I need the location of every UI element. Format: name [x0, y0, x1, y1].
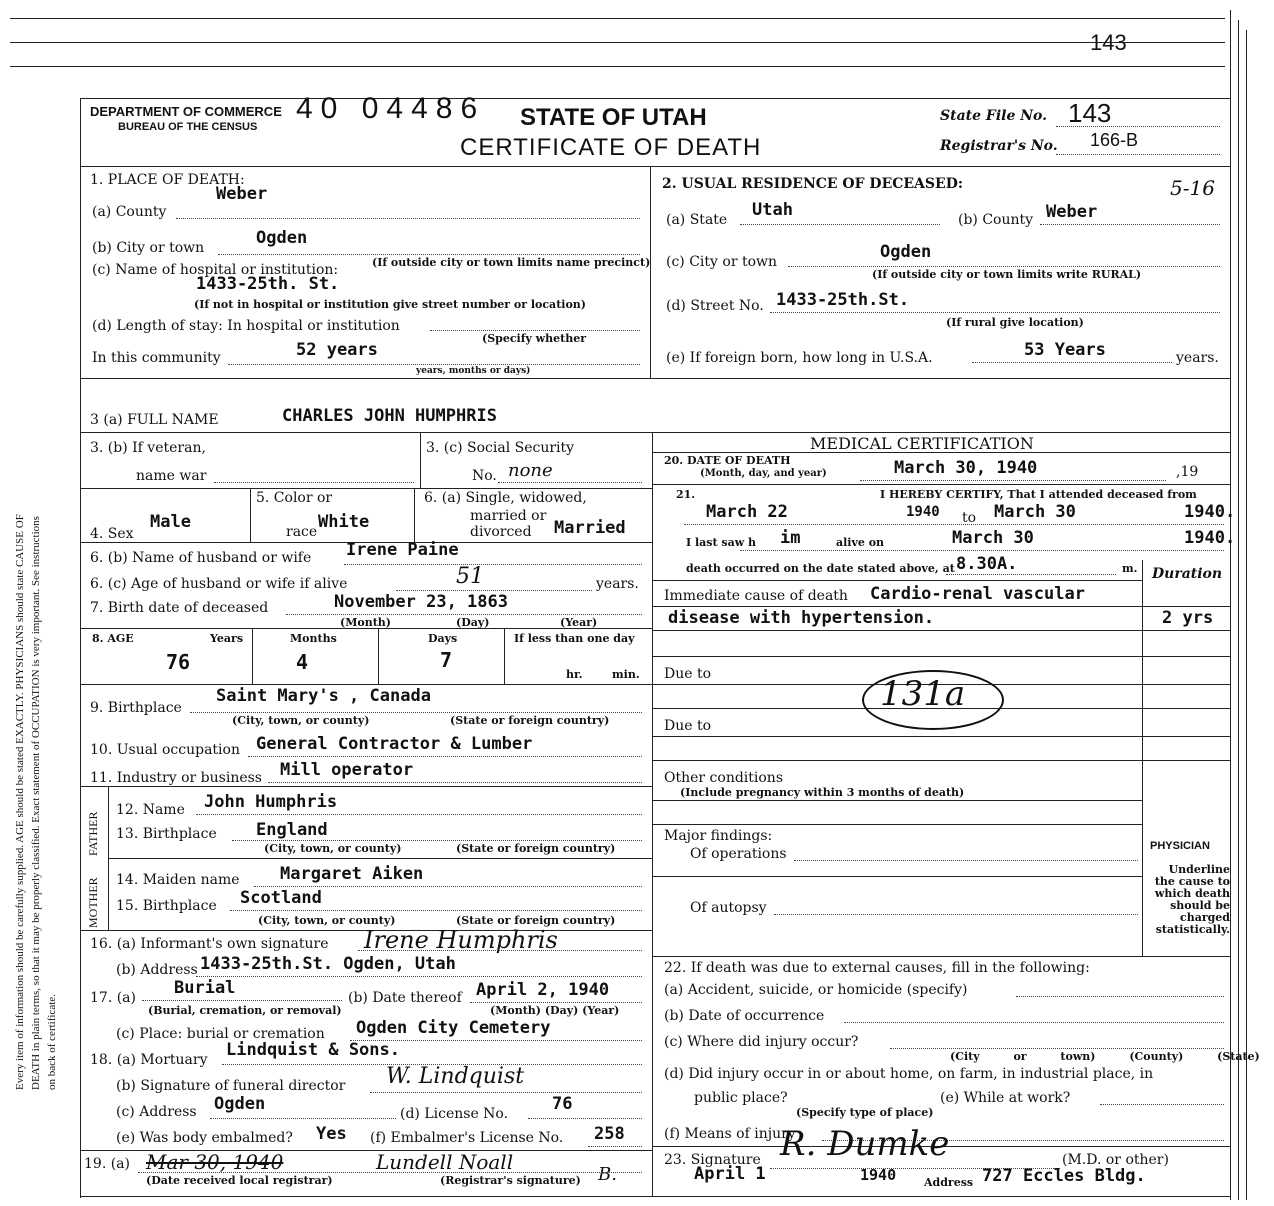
received-value: Mar 30, 1940 — [146, 1150, 284, 1174]
signature-label: 23. Signature — [664, 1152, 761, 1168]
age-label: 8. AGE — [92, 632, 134, 645]
sign-address-label: Address — [924, 1176, 974, 1189]
spouse-value: Irene Paine — [346, 540, 459, 560]
operations-line-2 — [652, 876, 1142, 877]
race-value: White — [318, 512, 370, 532]
father-name-line — [196, 814, 642, 815]
work-label: (e) While at work? — [940, 1090, 1071, 1106]
top-edge-1 — [10, 18, 1225, 19]
md-label: (M.D. or other) — [1062, 1152, 1169, 1168]
res-city-line — [788, 266, 1220, 267]
mother-name-line — [254, 886, 642, 887]
attended-to: March 30 — [994, 502, 1076, 522]
section-top-line — [80, 166, 1230, 167]
other-note: (Include pregnancy within 3 months of death) — [680, 786, 965, 799]
hospital-label: (c) Name of hospital or institution: — [92, 262, 339, 278]
burial-date-label: (b) Date thereof — [348, 990, 462, 1006]
occupation-value: General Contractor & Lumber — [256, 734, 533, 754]
medical-section-bottom — [652, 956, 1230, 957]
race-divider — [414, 488, 415, 542]
home-label: (d) Did injury occur in or about home, on farm, in industrial place, in — [664, 1066, 1154, 1082]
duration-label: Duration — [1152, 566, 1223, 582]
date-death-label: 20. DATE OF DEATH — [664, 454, 791, 467]
license-value: 76 — [552, 1094, 573, 1114]
mother-side-label: MOTHER — [86, 877, 100, 928]
cause-value-1: Cardio-renal vascular — [870, 584, 1085, 604]
col-divider-main — [652, 432, 653, 1196]
father-state-note: (State or foreign country) — [456, 842, 616, 855]
res-foreign-label: (e) If foreign born, how long in U.S.A. — [666, 350, 933, 366]
min-label: min. — [612, 668, 640, 681]
embalmer-value: 258 — [594, 1124, 625, 1144]
father-city-note: (City, town, or county) — [264, 842, 402, 855]
marital-label-3: divorced — [470, 524, 532, 540]
years-label: Years — [210, 632, 244, 645]
frame-bottom — [80, 1196, 1230, 1197]
res-county-value: Weber — [1046, 202, 1098, 222]
attended-from: March 22 — [706, 502, 788, 522]
mother-bp-label: 15. Birthplace — [116, 898, 217, 914]
external-label: 22. If death was due to external causes, fill in the following: — [664, 960, 1090, 976]
res-state-value: Utah — [752, 200, 793, 220]
state-file-label: State File No. — [940, 108, 1048, 124]
other-line-2 — [652, 824, 1142, 825]
date-death-value: March 30, 1940 — [894, 458, 1038, 478]
license-label: (d) License No. — [400, 1106, 509, 1122]
work-line — [1100, 1104, 1224, 1105]
immediate-label: Immediate cause of death — [664, 588, 848, 604]
stay-label: (d) Length of stay: In hospital or institution — [92, 318, 400, 334]
physician-label: PHYSICIAN — [1150, 840, 1210, 852]
name-war-label: name war — [136, 468, 207, 484]
certify-number: 21. — [676, 488, 696, 501]
where-line — [890, 1048, 1224, 1049]
address-line — [196, 976, 642, 977]
occurrence-line — [844, 1022, 1224, 1023]
embalmed-label: (e) Was body embalmed? — [116, 1130, 293, 1146]
mortuary-value: Lindquist & Sons. — [226, 1040, 400, 1060]
mother-bp-line — [230, 910, 642, 911]
top-right-stamp: 143 — [1090, 30, 1127, 55]
burial-value: Burial — [174, 978, 236, 998]
due-to-2: Due to — [664, 718, 712, 734]
license-line — [528, 1118, 642, 1119]
side-note-3: on back of certificate. — [46, 994, 58, 1090]
ss-no-label: No. — [472, 468, 497, 484]
cause-code: 131a — [880, 674, 966, 714]
cause-value-2: disease with hypertension. — [668, 608, 935, 628]
spouse-age-label: 6. (c) Age of husband or wife if alive — [90, 576, 348, 592]
city-label: (b) City or town — [92, 240, 205, 256]
due-to-1: Due to — [664, 666, 712, 682]
spouse-line — [344, 564, 642, 565]
attended-line — [684, 524, 1224, 525]
ss-label: 3. (c) Social Security — [426, 440, 575, 456]
res-street-line — [770, 312, 1220, 313]
alive-label: alive on — [836, 536, 885, 549]
res-city-value: Ogden — [880, 242, 932, 262]
certificate-title: CERTIFICATE OF DEATH — [460, 134, 762, 161]
mother-state-note: (State or foreign country) — [456, 914, 616, 927]
state-file-value: 143 — [1068, 98, 1112, 128]
cause-line-1 — [652, 606, 1230, 607]
father-name-label: 12. Name — [116, 802, 185, 818]
date-death-line — [860, 480, 1166, 481]
burial-date-note: (Month) (Day) (Year) — [490, 1004, 620, 1017]
state-title: STATE OF UTAH — [520, 104, 707, 131]
to-label: to — [962, 510, 977, 526]
to-year: 1940. — [1184, 502, 1236, 522]
county-label: (a) County — [92, 204, 167, 220]
birthplace-label: 9. Birthplace — [90, 700, 182, 716]
res-foreign-value: 53 Years — [1024, 340, 1106, 360]
veteran-row-bottom — [80, 488, 652, 489]
res-county-line — [1040, 224, 1220, 225]
burial-line — [142, 1000, 342, 1001]
frame-right — [1230, 10, 1231, 1200]
underline-note: Underline the cause to which death should be charged statistically. — [1154, 863, 1230, 936]
signature-value: R. Dumke — [780, 1124, 950, 1164]
top-edge-2 — [10, 42, 1225, 43]
due-line-4 — [652, 760, 1230, 761]
occurred-value: 8.30A. — [956, 554, 1018, 574]
department-label: DEPARTMENT OF COMMERCE — [90, 104, 282, 119]
last-saw-label: I last saw h — [686, 536, 757, 549]
where-label: (c) Where did injury occur? — [664, 1034, 859, 1050]
spouse-age-years: years. — [596, 576, 639, 592]
cause-code-circle — [862, 670, 1004, 730]
registrar-value: 166-B — [1090, 130, 1139, 150]
top-edge-3 — [10, 66, 1225, 67]
col-divider-top — [650, 166, 651, 378]
city-value: Ogden — [256, 228, 308, 248]
specify-note: (Specify whether — [482, 332, 587, 345]
where-note: (City or town) (County) (State) — [950, 1050, 1260, 1063]
medical-heading: MEDICAL CERTIFICATION — [810, 434, 1034, 453]
full-name-value: CHARLES JOHN HUMPHRIS — [282, 406, 497, 426]
name-war-line — [214, 482, 414, 483]
certify-text: I HEREBY CERTIFY, That I attended deceased from — [880, 488, 1197, 501]
veteran-divider — [420, 432, 421, 488]
birthplace-state-note: (State or foreign country) — [450, 714, 610, 727]
full-name-label: 3 (a) FULL NAME — [90, 412, 219, 428]
mother-name-label: 14. Maiden name — [116, 872, 240, 888]
year-note: (Year) — [560, 616, 598, 629]
major-label: Major findings: — [664, 828, 773, 844]
medical-heading-line — [652, 452, 1230, 453]
occupation-line — [248, 756, 642, 757]
other-label: Other conditions — [664, 770, 784, 786]
embalmer-label: (f) Embalmer's License No. — [370, 1130, 564, 1146]
city-line — [218, 254, 640, 255]
accident-line — [1016, 996, 1224, 997]
occurred-label: death occurred on the date stated above, at — [686, 562, 955, 575]
marital-label-1: 6. (a) Single, widowed, — [424, 490, 587, 506]
embalmed-value: Yes — [316, 1124, 347, 1144]
registrar-initials: B. — [598, 1164, 617, 1185]
mortuary-label: 18. (a) Mortuary — [90, 1052, 208, 1068]
residence-heading: 2. USUAL RESIDENCE OF DECEASED: — [662, 176, 964, 192]
fd-address-value: Ogden — [214, 1094, 266, 1114]
means-label: (f) Means of injury — [664, 1126, 796, 1142]
operations-label: Of operations — [690, 846, 787, 862]
alive-year: 1940. — [1184, 528, 1236, 548]
res-foreign-line — [972, 362, 1172, 363]
community-label: In this community — [92, 350, 221, 366]
res-street-value: 1433-25th.St. — [776, 290, 910, 310]
autopsy-label: Of autopsy — [690, 900, 767, 916]
mother-bp-value: Scotland — [240, 888, 322, 908]
industry-row-bottom — [80, 786, 652, 787]
birthplace-city-note: (City, town, or county) — [232, 714, 370, 727]
burial-date-line — [470, 1002, 642, 1003]
received-line — [138, 1172, 642, 1173]
age-div-1 — [252, 628, 253, 684]
spouse-age-line — [396, 590, 592, 591]
margin-note: 5-16 — [1170, 176, 1215, 200]
res-years-label: years. — [1176, 350, 1219, 366]
res-state-label: (a) State — [666, 212, 728, 228]
fd-address-line — [210, 1118, 396, 1119]
date-death-note: (Month, day, and year) — [700, 468, 827, 479]
last-saw-value: im — [780, 528, 801, 548]
ss-value: none — [508, 460, 553, 481]
birthplace-line — [190, 712, 642, 713]
director-label: (b) Signature of funeral director — [116, 1078, 346, 1094]
less-day-label: If less than one day — [514, 632, 635, 645]
res-county-label: (b) County — [958, 212, 1034, 228]
birth-date-line — [286, 614, 642, 615]
age-days: 7 — [440, 648, 453, 672]
cause-line-3 — [652, 656, 1230, 657]
occurred-row-bottom — [652, 580, 1142, 581]
birth-date-label: 7. Birth date of deceased — [90, 600, 269, 616]
burial-date-value: April 2, 1940 — [476, 980, 610, 1000]
name-row-bottom — [80, 432, 1230, 433]
registrar-label: Registrar's No. — [940, 138, 1058, 154]
sign-year: 1940 — [860, 1166, 897, 1184]
burial-note: (Burial, cremation, or removal) — [148, 1004, 342, 1017]
county-line — [176, 218, 640, 219]
fd-address-label: (c) Address — [116, 1104, 197, 1120]
sex-divider — [250, 488, 251, 542]
months-label: Months — [290, 632, 337, 645]
hospital-sub: (If not in hospital or institution give street number or location) — [194, 298, 586, 311]
day-note: (Day) — [456, 616, 490, 629]
marital-value: Married — [554, 518, 626, 538]
res-city-note: (If outside city or town limits write RURAL) — [872, 268, 1142, 281]
place-burial-label: (c) Place: burial or cremation — [116, 1026, 325, 1042]
county-value: Weber — [216, 184, 268, 204]
due-line-3 — [652, 736, 1230, 737]
alive-value: March 30 — [952, 528, 1034, 548]
father-side-label: FATHER — [86, 811, 100, 856]
stay-line — [430, 330, 640, 331]
from-year: 1940 — [906, 504, 940, 520]
frame-left — [80, 98, 81, 1198]
mother-name-value: Margaret Aiken — [280, 864, 424, 884]
informant-label: 16. (a) Informant's own signature — [90, 936, 329, 952]
days-label: Days — [428, 632, 458, 645]
alive-line — [740, 550, 1224, 551]
color-label: 5. Color or — [256, 490, 333, 506]
duration-value: 2 yrs — [1162, 608, 1214, 628]
frame-top — [80, 98, 1230, 99]
sign-address-value: 727 Eccles Bldg. — [982, 1166, 1146, 1186]
m-label: m. — [1122, 562, 1138, 575]
spouse-label: 6. (b) Name of husband or wife — [90, 550, 312, 566]
father-bp-label: 13. Birthplace — [116, 826, 217, 842]
address-label: (b) Address — [116, 962, 198, 978]
sex-label: 4. Sex — [90, 526, 134, 542]
marital-label-2: married or — [470, 508, 547, 524]
burial-label: 17. (a) — [90, 990, 136, 1006]
age-row-bottom — [80, 684, 652, 685]
place-heading: 1. PLACE OF DEATH: — [90, 172, 245, 188]
res-street-label: (d) Street No. — [666, 298, 764, 314]
frame-right-2 — [1238, 20, 1239, 1200]
sign-date: April 1 — [694, 1164, 766, 1184]
received-signature: Lundell Noall — [376, 1150, 514, 1174]
father-row-bottom — [108, 858, 652, 859]
res-city-label: (c) City or town — [666, 254, 778, 270]
birth-row-bottom — [80, 628, 652, 629]
veteran-label: 3. (b) If veteran, — [90, 440, 206, 456]
spouse-age-value: 51 — [456, 564, 484, 589]
father-bp-line — [232, 840, 642, 841]
informant-signature: Irene Humphris — [364, 926, 558, 954]
age-div-2 — [378, 628, 379, 684]
father-bp-value: England — [256, 820, 328, 840]
embalmer-line — [588, 1146, 642, 1147]
informant-line — [358, 950, 642, 951]
industry-label: 11. Industry or business — [90, 770, 262, 786]
stamp-number: 40 04486 — [296, 92, 486, 125]
industry-line — [268, 782, 642, 783]
hospital-note: (If outside city or town limits name precinct) — [372, 256, 651, 269]
registrar-line — [1056, 154, 1220, 155]
address-value: 1433-25th.St. Ogden, Utah — [200, 954, 456, 974]
sex-value: Male — [150, 512, 191, 532]
section-residence-bottom — [80, 378, 1230, 379]
res-state-line — [740, 224, 940, 225]
other-line — [652, 800, 1142, 801]
registrar-sig-note: (Registrar's signature) — [440, 1174, 581, 1187]
mother-city-note: (City, town, or county) — [258, 914, 396, 927]
side-note-2: DEATH in plain terms, so that it may be properly classified. Exact statement of OCCUPATION is very important. See instructions — [30, 516, 42, 1090]
received-note: (Date received local registrar) — [146, 1174, 333, 1187]
age-div-3 — [504, 628, 505, 684]
units-note: years, months or days) — [416, 366, 531, 376]
occupation-label: 10. Usual occupation — [90, 742, 240, 758]
received-label: 19. (a) — [84, 1156, 130, 1172]
state-file-line — [1056, 126, 1220, 127]
specify-place-note: (Specify type of place) — [796, 1106, 934, 1119]
hospital-value: 1433-25th. St. — [196, 274, 340, 294]
community-value: 52 years — [296, 340, 378, 360]
age-months: 4 — [296, 650, 309, 674]
community-line — [228, 364, 640, 365]
age-years: 76 — [166, 650, 191, 674]
occurred-line — [946, 574, 1116, 575]
occurrence-label: (b) Date of occurrence — [664, 1008, 825, 1024]
father-name-value: John Humphris — [204, 792, 338, 812]
ss-line — [498, 482, 642, 483]
operations-line — [794, 860, 1138, 861]
duration-divider — [1142, 560, 1143, 956]
race-label: race — [286, 524, 318, 540]
director-signature: W. Lindquist — [386, 1064, 525, 1089]
cause-line-2 — [652, 630, 1230, 631]
hr-label: hr. — [566, 668, 583, 681]
side-note-1: Every item of information should be carefully supplied. AGE should be stated EXACTLY. PHYSICIANS should state CAUSE OF — [14, 514, 26, 1090]
accident-label: (a) Accident, suicide, or homicide (specify) — [664, 982, 968, 998]
date-death-row-bottom — [652, 484, 1230, 485]
birth-date-value: November 23, 1863 — [334, 592, 508, 612]
industry-value: Mill operator — [280, 760, 414, 780]
birthplace-value: Saint Mary's , Canada — [216, 686, 431, 706]
bureau-label: BUREAU OF THE CENSUS — [118, 121, 258, 133]
autopsy-line — [774, 914, 1138, 915]
director-line — [370, 1092, 642, 1093]
public-label: public place? — [694, 1090, 788, 1106]
res-street-note: (If rural give location) — [946, 316, 1084, 329]
month-note: (Month) — [340, 616, 391, 629]
place-burial-value: Ogden City Cemetery — [356, 1018, 551, 1038]
date-19: ,19 — [1176, 464, 1199, 480]
frame-right-3 — [1246, 30, 1247, 1200]
